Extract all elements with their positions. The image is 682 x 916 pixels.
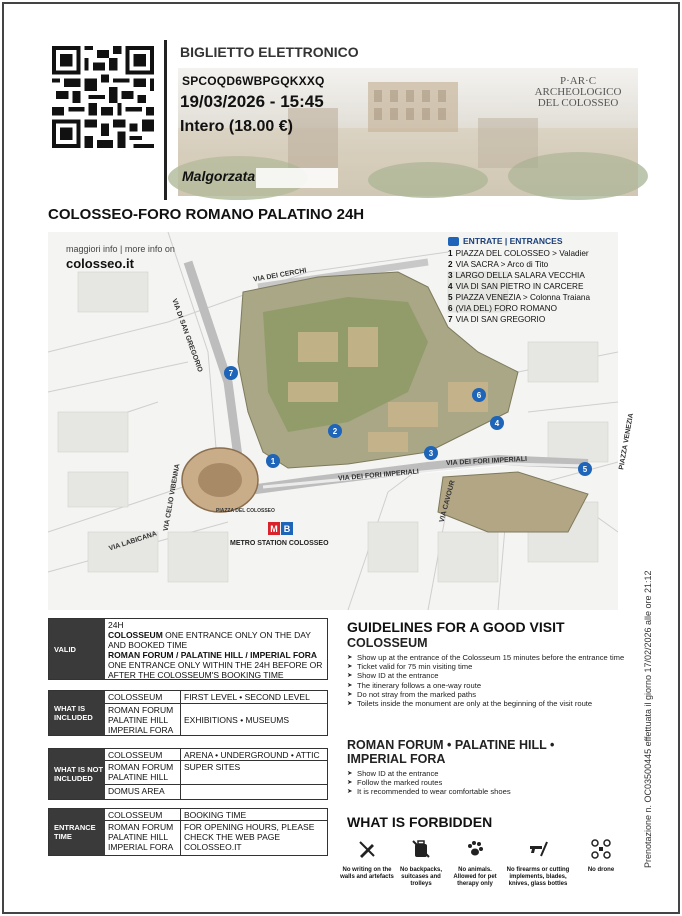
entrance-time-table [48,808,328,856]
entrance-pin-6: 6 [472,388,486,402]
table-row: ROMAN FORUM PALATINE HILL IMPERIAL FORA EXHIBITIONS • MUSEUMS [105,704,327,735]
metro-station-label: METRO STATION COLOSSEO [230,540,329,547]
table-row: COLOSSEUM FIRST LEVEL • SECOND LEVEL [105,691,327,704]
forbidden-item: No animals. Allowed for pet therapy only [448,838,502,888]
entrance-pin-7: 7 [224,366,238,380]
list-item: ➤ Ticket valid for 75 min visiting time [347,662,627,671]
drone-icon [590,838,612,860]
street-label-venezia: PIAZZA VENEZIA [618,412,636,471]
more-info-url[interactable]: colosseo.it [66,256,134,271]
table-row: COLOSSEUM BOOKING TIME [105,809,327,821]
table-row: DOMUS AREA [105,785,327,799]
redacted-surname [256,168,338,188]
list-item: ➤ Do not stray from the marked paths [347,690,627,699]
street-label-labicana: VIA LABICANA [108,530,158,553]
legend-entrance-7: 7 VIA DI SAN GREGORIO [448,315,546,324]
paw-icon [464,838,486,860]
entrance-pin-3: 3 [424,446,438,460]
pen-icon [356,838,378,860]
table-row: ROMAN FORUM PALATINE HILL IMPERIAL FORA FOR OPENING HOURS, PLEASE CHECK THE WEB PAGE COLOSSEO.IT [105,821,327,855]
guidelines-section [347,620,627,708]
guidelines-title: GUIDELINES FOR A GOOD VISIT [347,619,565,635]
table-row: ROMAN FORUM PALATINE HILL SUPER SITES [105,761,327,785]
entrance-pin-1: 1 [266,454,280,468]
legend-entrance-1: 1 PIAZZA DEL COLOSSEO > Valadier [448,249,589,258]
street-label-cerchi: VIA DEI CERCHI [252,267,308,284]
street-label-cavour: VIA CAVOUR [438,479,457,524]
forum-guidelines-section [347,738,597,797]
legend-entrance-4: 4 VIA DI SAN PIETRO IN CARCERE [448,282,584,291]
legend-entrance-5: 5 PIAZZA VENEZIA > Colonna Traiana [448,293,591,302]
booking-reference: Prenotazione n. OC03500445 effettuata il giorno 17/02/2026 alle ore 21:12 [643,570,653,868]
street-label-piazza-colosseo: PIAZZA DEL COLOSSEO [216,508,275,514]
entrance-pin-4: 4 [490,416,504,430]
ticket-price: Intero (18.00 €) [180,118,293,135]
forbidden-list [340,838,628,888]
street-label-celio: VIA CELIO VIBENNA [162,463,182,532]
parco-colosseo-logo: P·AR·C ARCHEOLOGICO DEL COLOSSEO [534,75,622,109]
entrance-pin-5: 5 [578,462,592,476]
forbidden-item: No writing on the walls and artefacts [340,838,394,888]
street-label-imperiali: VIA DEI FORI IMPERIALI [337,468,420,483]
street-label-gregorio: VIA DI SAN GREGORIO [170,297,204,374]
more-info-text: maggiori info | more info on [66,244,175,254]
site-map [48,232,636,610]
entrance-pin-2: 2 [328,424,342,438]
colosseum-guidelines-title: COLOSSEUM [347,636,428,650]
legend-entrance-2: 2 VIA SACRA > Arco di Tito [448,260,549,269]
street-label-imperiali-2: VIA DEI FORI IMPERIALI [445,455,528,468]
table-row: COLOSSEUM ARENA • UNDERGROUND • ATTIC [105,749,327,761]
weapon-icon [527,838,549,860]
valid-duration: 24H [108,620,124,630]
forum-guidelines-title: ROMAN FORUM • PALATINE HILL • IMPERIAL FORA [347,738,555,766]
list-item: ➤ Show ID at the entrance [347,671,627,680]
header-divider [164,40,167,200]
entrance-icon [448,237,459,246]
valid-colosseum-rule: COLOSSEUM ONE ENTRANCE ONLY ON THE DAY AND BOOKED TIME [108,630,311,650]
valid-label: VALID [49,619,105,679]
entrances-legend: ENTRATE | ENTRANCES 1 PIAZZA DEL COLOSSEO > Valadier 2 VIA SACRA > Arco di Tito 3 LARGO DELLA SALARA VECCHIA 4 VIA DI SAN PIETRO IN CARCERE 5 PIAZZA VENEZIA > Colonna Traiana 6 (VIA DEL) FORO ROMANO 7 VIA DI SAN GREGORIO [448,236,616,325]
list-item: ➤ It is recommended to wear comfortable shoes [347,787,597,796]
not-included-table [48,748,328,800]
included-table [48,690,328,736]
forbidden-title-wrap [347,815,627,830]
ticket-holder: Malgorzata [182,168,256,184]
entrance-time-label: ENTRANCE TIME [49,809,105,855]
included-label: WHAT IS INCLUDED [49,691,105,735]
qr-code-icon [52,46,154,148]
valid-forum-rule: ROMAN FORUM / PALATINE HILL / IMPERIAL FORA ONE ENTRANCE ONLY WITHIN THE 24H BEFORE OR AFTER THE COLOSSEUM'S BOOKING TIME [108,650,323,680]
not-included-label: WHAT IS NOT INCLUDED [49,749,105,799]
list-item: ➤ The itinerary follows a one-way route [347,681,627,690]
forbidden-item: No drone [574,838,628,888]
valid-table [48,618,328,680]
metro-icon: M B [268,522,293,535]
forbidden-item: No backpacks, suitcases and trolleys [394,838,448,888]
legend-entrance-3: 3 LARGO DELLA SALARA VECCHIA [448,271,585,280]
forbidden-title: WHAT IS FORBIDDEN [347,814,493,830]
legend-entrance-6: 6 (VIA DEL) FORO ROMANO [448,304,558,313]
ticket-name: COLOSSEO-FORO ROMANO PALATINO 24H [48,206,365,223]
ticket-code: SPCOQD6WBPGQKXXQ [182,74,325,88]
list-item: ➤ Show ID at the entrance [347,769,597,778]
list-item: ➤ Toilets inside the monument are only at the beginning of the visit route [347,699,627,708]
document-title: BIGLIETTO ELETTRONICO [180,44,359,60]
visit-datetime: 19/03/2026 - 15:45 [180,92,324,111]
luggage-icon [410,838,432,860]
list-item: ➤ Show up at the entrance of the Colosseum 15 minutes before the entrance time [347,653,627,662]
forbidden-item: No firearms or cutting implements, blades, knives, glass bottles [502,838,574,888]
list-item: ➤ Follow the marked routes [347,778,597,787]
